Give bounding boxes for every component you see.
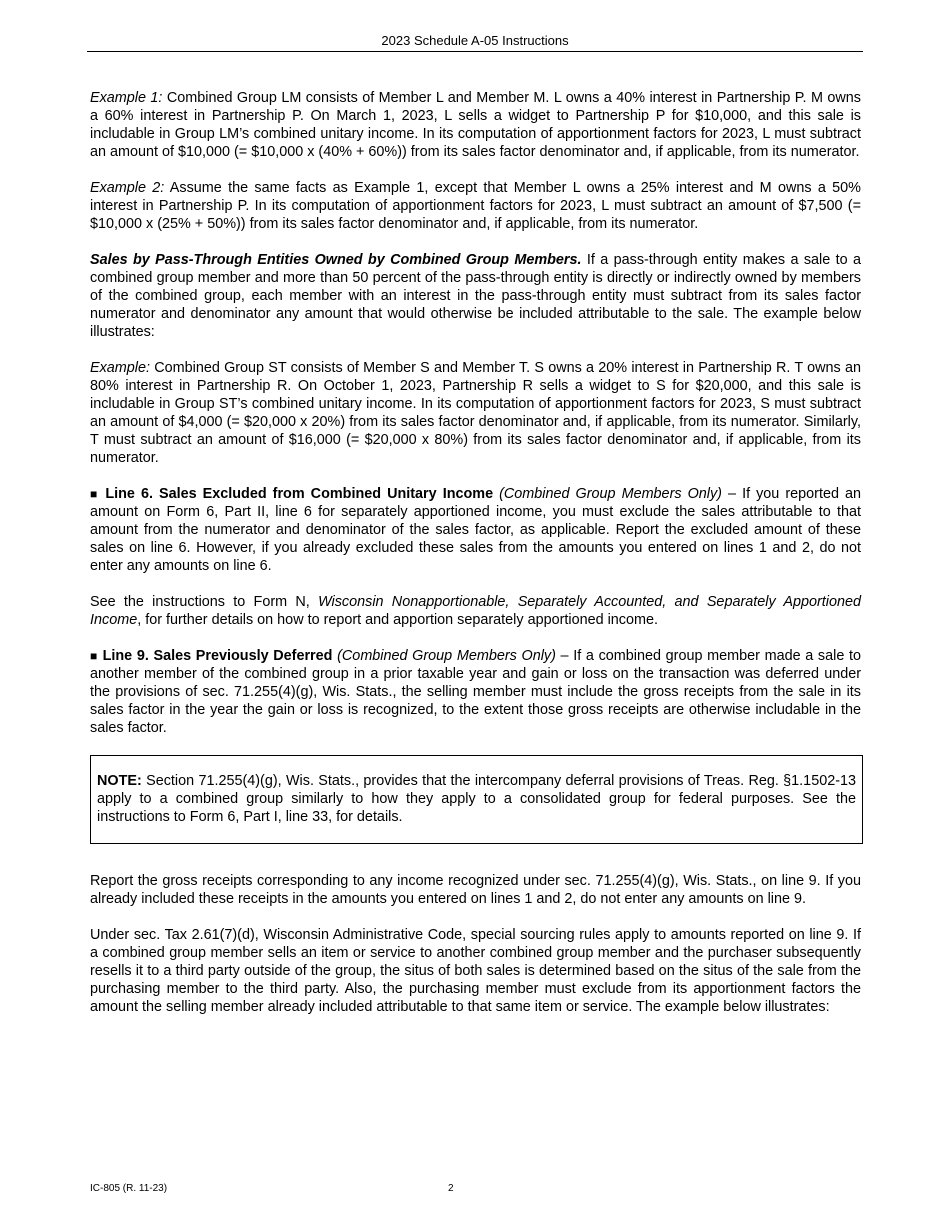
line-6-heading: Line 6. Sales Excluded from Combined Unitary Income: [99, 486, 494, 502]
note-box: [90, 755, 863, 844]
example-1-paragraph: [90, 89, 861, 161]
example-1-text: Combined Group LM consists of Member L and Member M. L owns a 40% interest in Partnership P. M owns a 60% interest in Partnership P. On March 1, 2023, L sells a widget to Partnership P for $10,000, and this sale is includable in Group LM’s combined unitary income. In its computation of apportionment factors for 2023, L must subtract an amount of $10,000 (= $10,000 x (40% + 60%)) from its sales factor denominator and, if applicable, from its numerator.: [90, 90, 861, 160]
example-2-paragraph: [90, 179, 861, 233]
bullet-square-icon: ■: [90, 487, 100, 501]
footer-page-number: 2: [448, 1183, 454, 1194]
line-6-paragraph: [90, 485, 861, 575]
line-9-text: – If a combined group member made a sale to another member of the combined group in a prior taxable year and gain or loss on the transaction was deferred under the provisions of sec. 71.255(4)(g), Wis. Stats., the selling member must include the gross receipts from the sale in its sales factor in the year the gain or loss is recognized, to the extent those gross receipts are otherwise includable in the sales factor.: [90, 648, 861, 736]
note-text: Section 71.255(4)(g), Wis. Stats., provides that the intercompany deferral provisions of Treas. Reg. §1.1502-13 apply to a combined group similarly to how they apply to a consolidated group for federal purposes. See the instructions to Form 6, Part I, line 33, for details.: [97, 773, 856, 825]
footer-form-id: IC-805 (R. 11-23): [90, 1183, 168, 1194]
report-paragraph: Report the gross receipts corresponding to any income recognized under sec. 71.255(4)(g), Wis. Stats., on line 9. If you already included these receipts in the amounts you entered on lines 1 and 2, do not enter any amounts on line 9.: [90, 873, 861, 907]
tax-code-paragraph: Under sec. Tax 2.61(7)(d), Wisconsin Administrative Code, special sourcing rules apply to amounts reported on line 9. If a combined group member sells an item or service to another combined group member and the purchaser subsequently resells it to a third party outside of the group, the situs of both sales is determined based on the situs of the sale from the purchasing member to the third party. Also, the purchasing member must exclude from its apportionment factors the amount the selling member already included attributable to that same item or service. The example below illustrates:: [90, 927, 861, 1015]
note-label: NOTE:: [97, 773, 142, 789]
form-n-post: , for further details on how to report and apportion separately apportioned income.: [137, 612, 658, 628]
form-n-pre: See the instructions to Form N,: [90, 594, 319, 610]
note-paragraph: [97, 772, 856, 826]
line-9-heading: Line 9. Sales Previously Deferred: [97, 648, 333, 664]
bullet-square-icon: ■: [90, 649, 98, 663]
pass-through-heading: Sales by Pass-Through Entities Owned by Combined Group Members.: [90, 252, 582, 268]
page-header-title: 2023 Schedule A-05 Instructions: [381, 33, 569, 48]
line-6-text: – If you reported an amount on Form 6, Part II, line 6 for separately apportioned income, you must exclude the sales attributable to that amount from the numerator and denominator of the sales factor, as applicable. Report the excluded amount of these sales on line 6. However, if you already excluded these sales from the amounts you entered on lines 1 and 2, do not enter any amounts on line 6.: [90, 486, 861, 574]
line-9-qualifier: (Combined Group Members Only): [332, 648, 556, 664]
example-3-text: Combined Group ST consists of Member S and Member T. S owns a 20% interest in Partnership R. T owns an 80% interest in Partnership R. On October 1, 2023, Partnership R sells a widget to S for $20,000, and this sale is includable in Group ST’s combined unitary income. In its computation of apportionment factors for 2023, S must subtract an amount of $4,000 (= $20,000 x 20%) from its sales factor denominator and, if applicable, from its numerator. Similarly, T must subtract an amount of $16,000 (= $20,000 x 80%) from its sales factor denominator and, if applicable, from its numerator.: [90, 360, 861, 466]
form-n-title: Wisconsin Nonapportionable, Separately Accounted, and Separately Apportioned Income: [90, 594, 861, 628]
example-2-text: Assume the same facts as Example 1, except that Member L owns a 25% interest and M owns a 50% interest in Partnership P. In its computation of apportionment factors for 2023, L must subtract an amount of $7,500 (= $10,000 x (25% + 50%)) from its sales factor denominator and, if applicable, from its numerator.: [90, 180, 861, 232]
pass-through-text: If a pass-through entity makes a sale to a combined group member and more than 50 percent of the pass-through entity is directly or indirectly owned by members of the combined group, each member with an interest in the pass-through entity must subtract from its sales factor numerator and denominator any amount that would otherwise be included attributable to the sale. The example below illustrates:: [90, 252, 861, 340]
example-3-label: Example:: [90, 360, 150, 376]
line-6-qualifier: (Combined Group Members Only): [493, 486, 722, 502]
pass-through-paragraph: [90, 251, 861, 341]
document-body: [90, 89, 861, 1034]
header-divider: [87, 51, 863, 52]
example-1-label: Example 1:: [90, 90, 163, 106]
form-n-paragraph: [90, 593, 861, 629]
line-9-paragraph: [90, 647, 861, 737]
example-3-paragraph: [90, 359, 861, 467]
example-2-label: Example 2:: [90, 180, 165, 196]
